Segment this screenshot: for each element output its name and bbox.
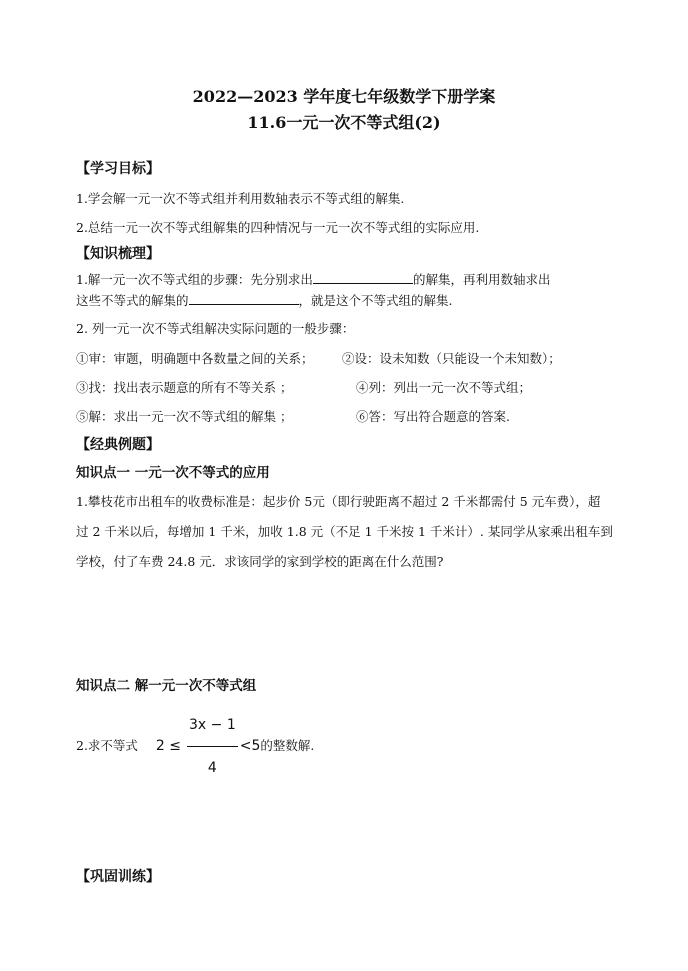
step-5: ⑤解：求出一元一次不等式组的解集 ； xyxy=(76,409,293,424)
objectives-heading: 【学习目标】 xyxy=(76,161,160,177)
knowledge-item-2: 2. 列一元一次不等式组解决实际问题的一般步骤： xyxy=(76,321,355,336)
knowledge-text: 的解集，再利用数轴求出 xyxy=(412,272,551,287)
inequality-right: <5 xyxy=(239,738,261,754)
question-2 xyxy=(76,706,314,787)
knowledge-point-2-title: 知识点二 解一元一次不等式组 xyxy=(76,678,257,694)
fill-blank-2[interactable] xyxy=(189,291,299,305)
knowledge-heading: 【知识梳理】 xyxy=(76,246,160,262)
examples-heading: 【经典例题】 xyxy=(76,437,160,453)
fraction-denominator: 4 xyxy=(207,760,217,776)
knowledge-text: 这些不等式的解集的 xyxy=(76,293,189,308)
knowledge-item-1-line-1 xyxy=(76,270,550,289)
step-3: ③找：找出表示题意的所有不等关系 ； xyxy=(76,380,293,395)
fraction-numerator: 3x − 1 xyxy=(187,706,238,747)
step-1: ①审：审题，明确题中各数量之间的关系； xyxy=(76,351,314,366)
step-2: ②设：设未知数（只能设一个未知数）； xyxy=(342,351,561,366)
fill-blank-1[interactable] xyxy=(313,270,413,284)
step-6: ⑥答：写出符合题意的答案. xyxy=(356,409,510,424)
objective-item-1: 1.学会解一元一次不等式组并利用数轴表示不等式组的解集. xyxy=(76,191,405,206)
page-subtitle: 11.6一元一次不等式组(2) xyxy=(247,113,441,132)
inequality-fraction xyxy=(187,706,238,787)
knowledge-item-1-line-2 xyxy=(76,291,453,310)
question-1-line-3: 学校，付了车费 24.8 元．求该同学的家到学校的距离在什么范围? xyxy=(76,554,444,569)
question-2-prefix: 2.求不等式 xyxy=(76,738,138,753)
step-4: ④列：列出一元一次不等式组； xyxy=(356,380,532,395)
question-2-suffix: 的整数解. xyxy=(260,738,315,753)
question-1-line-1: 1.攀枝花市出租车的收费标准是：起步价 5元（即行驶距离不超过 2 千米都需付 5 元车费），超 xyxy=(76,494,601,509)
objective-item-2: 2.总结一元一次不等式组解集的四种情况与一元一次不等式组的实际应用. xyxy=(76,220,480,235)
practice-heading: 【巩固训练】 xyxy=(76,869,160,885)
knowledge-text: ，就是这个不等式组的解集. xyxy=(298,293,453,308)
knowledge-text: 1.解一元一次不等式组的步骤：先分别求出 xyxy=(76,272,313,287)
knowledge-point-1-title: 知识点一 一元一次不等式的应用 xyxy=(76,465,270,481)
inequality-left: 2 ≤ xyxy=(155,738,182,754)
page-title: 2022—2023 学年度七年级数学下册学案 xyxy=(192,87,496,106)
question-1-line-2: 过 2 千米以后，每增加 1 千米，加收 1.8 元（不足 1 千米按 1 千米计）. 某同学从家乘出租车到 xyxy=(76,524,613,539)
